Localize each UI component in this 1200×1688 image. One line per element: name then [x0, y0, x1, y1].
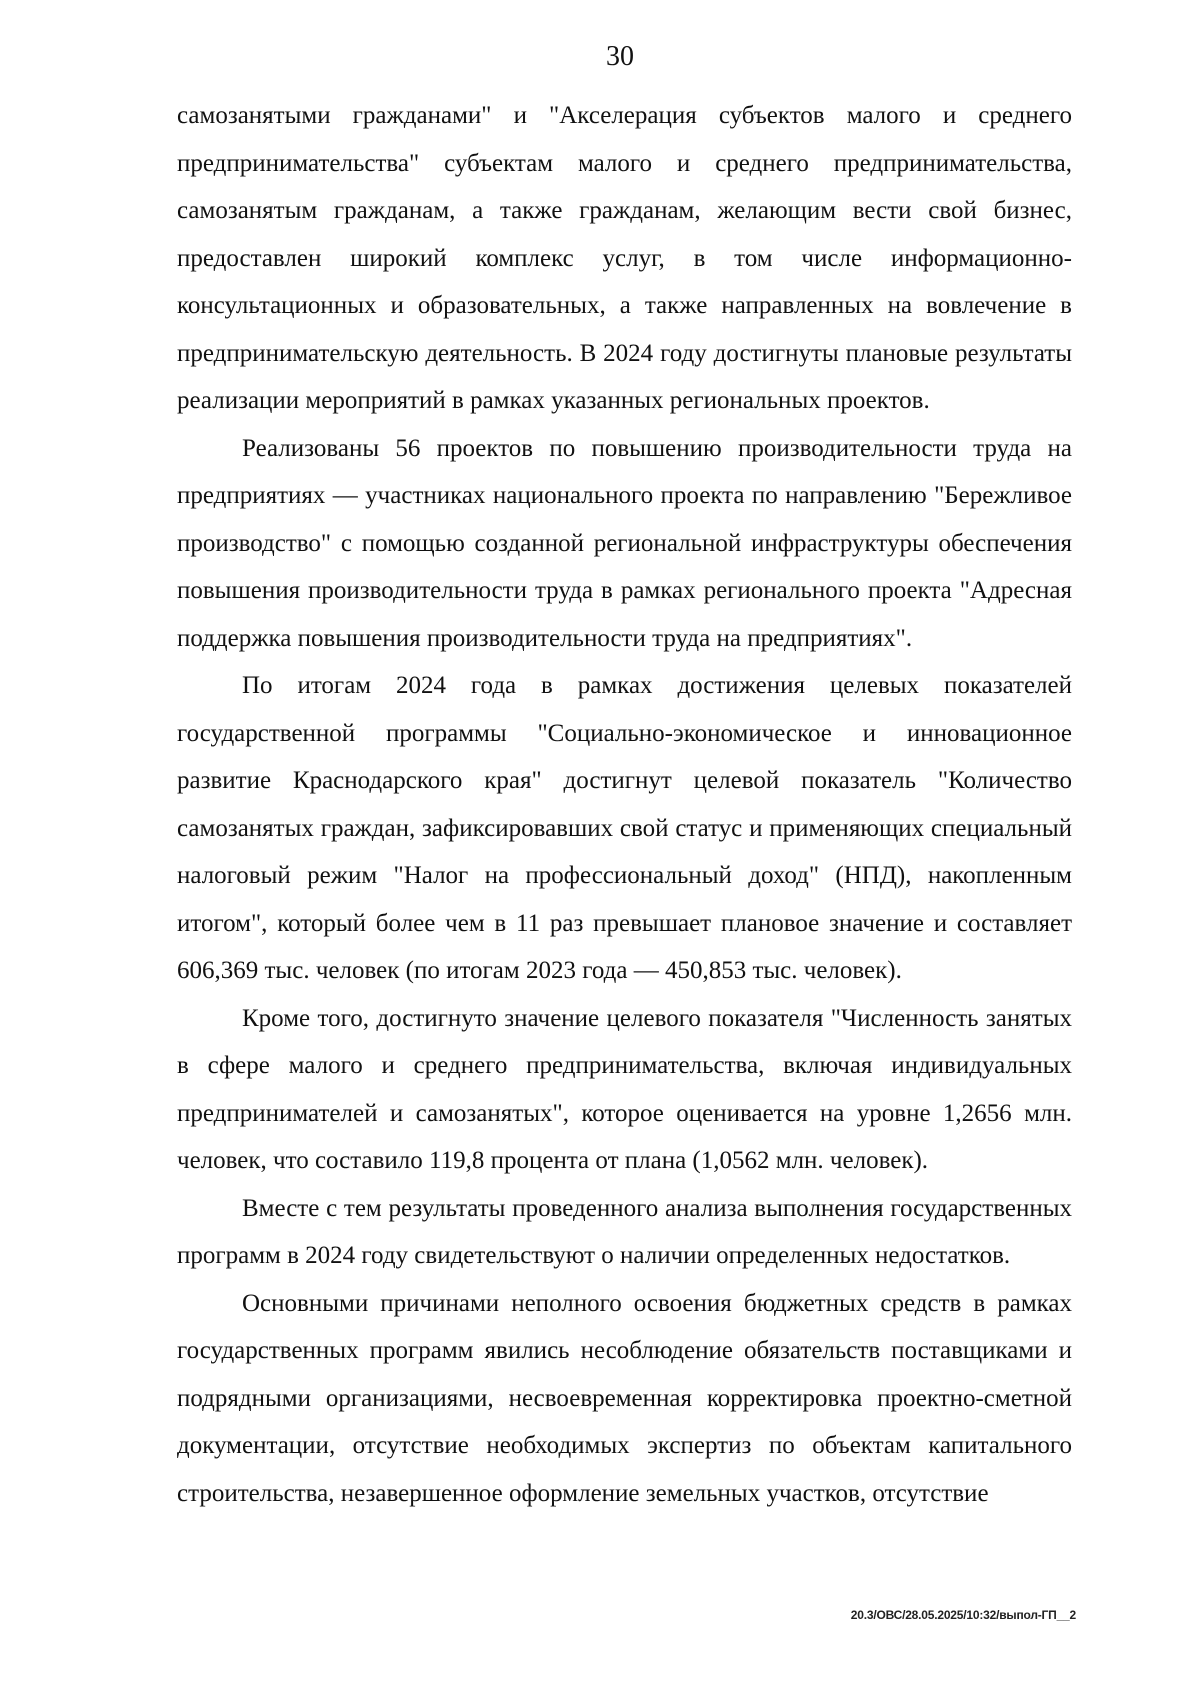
paragraph-self-employed-indicator: По итогам 2024 года в рамках достижения целевых показателей государственной программы "Социально-экономическое и инновационное развитие Краснодарского края" достигнут целевой показатель "Количество самозанятых граждан, зафиксировавших свой статус и применяющих специальный налоговый режим "Налог на профессиональный доход" (НПД), накопленным итогом", который более чем в 11 раз превышает плановое значение и составляет 606,369 тыс. человек (по итогам 2023 года — 450,853 тыс. человек). [177, 672, 1072, 984]
paragraph-shortcomings: Вместе с тем результаты проведенного анализа выполнения государственных программ в 2024 году свидетельствуют о наличии определенных недостатков. [177, 1194, 1072, 1269]
paragraph-budget-reasons: Основными причинами неполного освоения бюджетных средств в рамках государственных программ явились несоблюдение обязательств поставщиками и подрядными организациями, несвоевременная корректировка проектно-сметной документации, отсутствие необходимых экспертиз по объектам капитального строительства, незавершенное оформление земельных участков, отсутствие [177, 1289, 1072, 1507]
page-number: 30 [606, 41, 634, 72]
paragraph-continuation: самозанятыми гражданами" и "Акселерация субъектов малого и среднего предпринимательства" субъектам малого и среднего предпринимательства, самозанятым гражданам, а также гражданам, желающим вести свой бизнес, предоставлен широкий комплекс услуг, в том числе информационно-консультационных и образовательных, а также направленных на вовлечение в предпринимательскую деятельность. В 2024 году достигнуты плановые результаты реализации мероприятий в рамках указанных региональных проектов. [177, 102, 1072, 414]
document-body [177, 92, 1072, 1517]
paragraph-productivity-projects: Реализованы 56 проектов по повышению производительности труда на предприятиях — участниках национального проекта по направлению "Бережливое производство" с помощью созданной региональной инфраструктуры обеспечения повышения производительности труда в рамках регионального проекта "Адресная поддержка повышения производительности труда на предприятиях". [177, 434, 1072, 652]
paragraph-sme-employment: Кроме того, достигнуто значение целевого показателя "Численность занятых в сфере малого и среднего предпринимательства, включая индивидуальных предпринимателей и самозанятых", которое оценивается на уровне 1,2656 млн. человек, что составило 119,8 процента от плана (1,0562 млн. человек). [177, 1004, 1072, 1174]
document-footer-code: 20.3/ОВС/28.05.2025/10:32/выпол-ГП__2 [850, 1608, 1076, 1622]
